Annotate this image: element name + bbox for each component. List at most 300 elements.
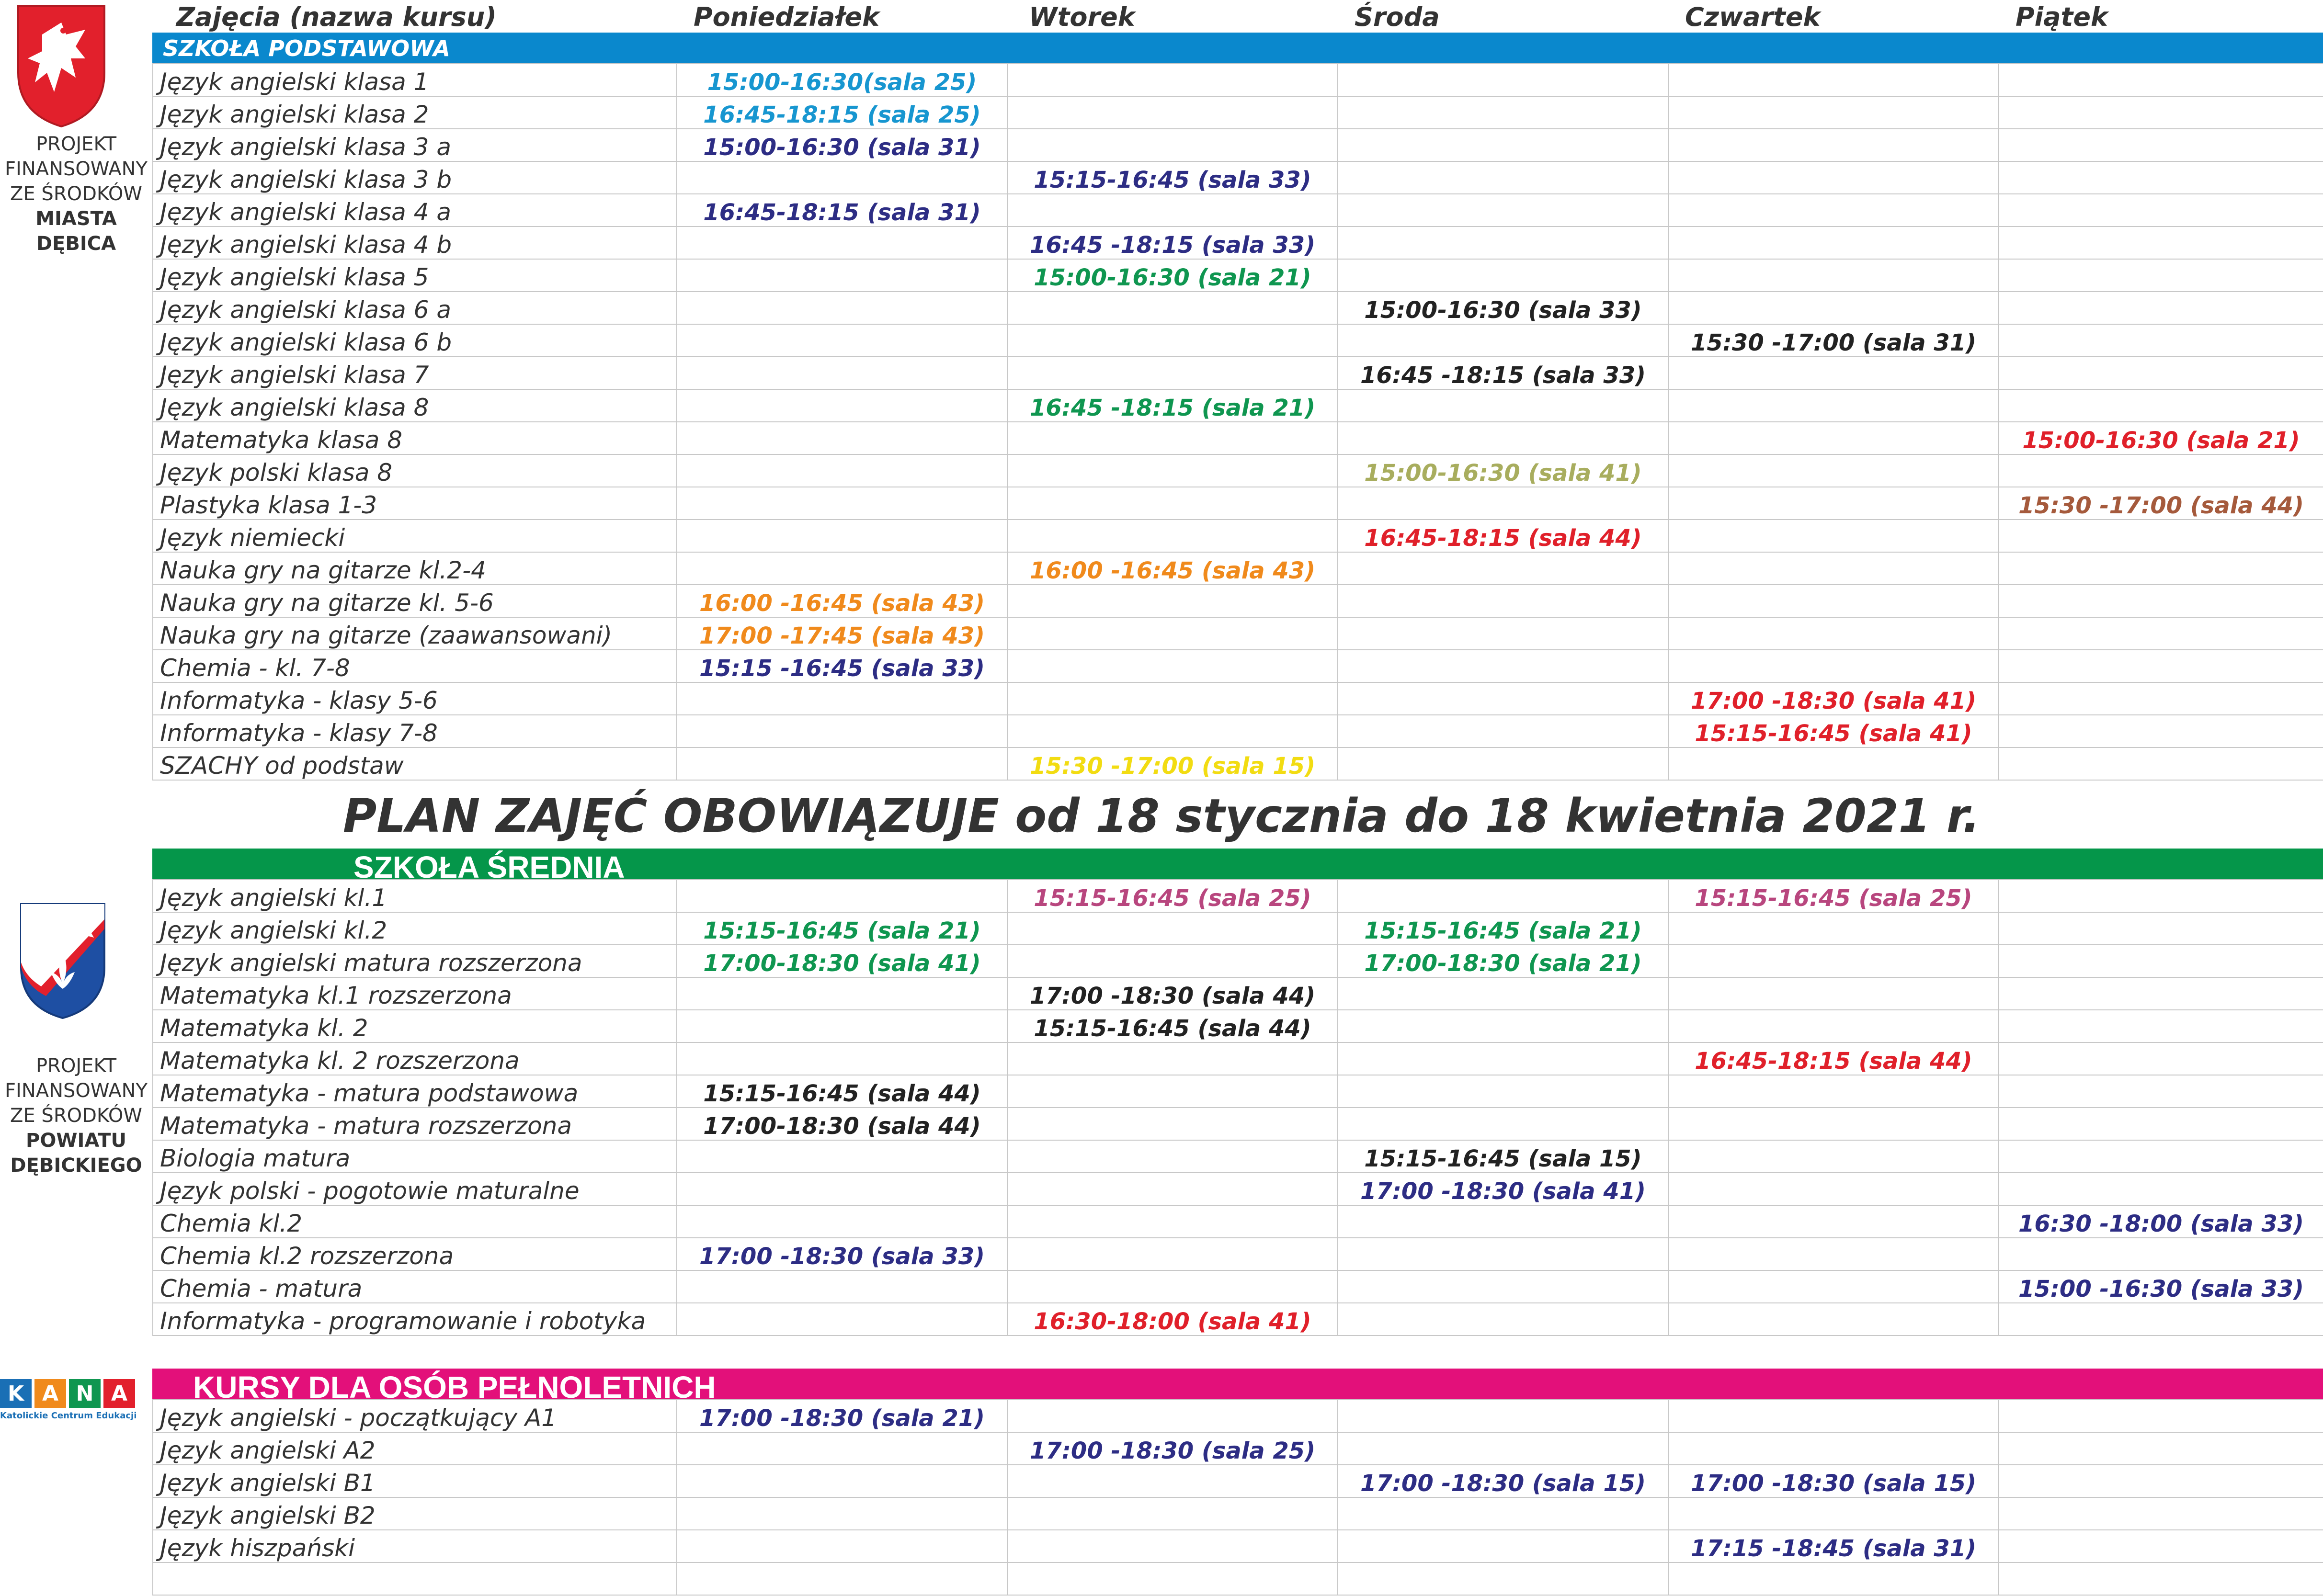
schedule-cell-fri <box>1999 129 2323 161</box>
schedule-cell-mon: 15:15-16:45 (sala 44) <box>677 1075 1007 1108</box>
schedule-cell-mon <box>677 1497 1007 1530</box>
schedule-cell-tue <box>1007 715 1338 747</box>
course-name: Informatyka - programowanie i robotyka <box>153 1303 677 1336</box>
schedule-cell-wed <box>1338 259 1668 292</box>
schedule-cell-tue <box>1007 682 1338 715</box>
schedule-cell-tue <box>1007 454 1338 487</box>
schedule-cell-tue <box>1007 1530 1338 1562</box>
course-name: Biologia matura <box>153 1140 677 1173</box>
schedule-cell-thu <box>1668 259 1999 292</box>
table-row <box>153 1303 2323 1336</box>
table-row <box>153 1465 2323 1497</box>
schedule-cell-tue <box>1007 1497 1338 1530</box>
course-name: Język angielski B1 <box>153 1465 677 1497</box>
course-name: Język angielski klasa 3 a <box>153 129 677 161</box>
kana-letter-a1: A <box>34 1379 66 1408</box>
schedule-cell-mon <box>677 1010 1007 1042</box>
county-sponsor-line4: POWIATU <box>26 1130 126 1152</box>
table-row <box>153 226 2323 259</box>
schedule-cell-mon <box>677 715 1007 747</box>
schedule-cell-wed: 15:00-16:30 (sala 41) <box>1338 454 1668 487</box>
schedule-cell-thu: 17:00 -18:30 (sala 15) <box>1668 1465 1999 1497</box>
section-band-primary <box>152 33 2323 63</box>
schedule-cell-wed <box>1338 1042 1668 1075</box>
schedule-cell-tue <box>1007 945 1338 977</box>
table-row <box>153 1010 2323 1042</box>
schedule-cell-wed <box>1338 650 1668 682</box>
schedule-cell-mon <box>677 226 1007 259</box>
section-title-secondary: SZKOŁA ŚREDNIA <box>353 850 625 884</box>
schedule-cell-tue <box>1007 1238 1338 1270</box>
course-name: Nauka gry na gitarze kl. 5-6 <box>153 585 677 617</box>
course-name: Matematyka - matura podstawowa <box>153 1075 677 1108</box>
schedule-cell-thu <box>1668 1173 1999 1205</box>
table-row <box>153 1205 2323 1238</box>
schedule-cell-fri <box>1999 617 2323 650</box>
city-sponsor-line1: PROJEKT <box>35 133 117 155</box>
schedule-cell-wed <box>1338 194 1668 226</box>
schedule-cell-thu <box>1668 1108 1999 1140</box>
course-name: SZACHY od podstaw <box>153 747 677 780</box>
schedule-cell-thu <box>1668 454 1999 487</box>
schedule-cell-thu <box>1668 1303 1999 1336</box>
schedule-cell-wed <box>1338 1400 1668 1432</box>
schedule-cell-mon <box>677 389 1007 422</box>
schedule-cell-fri <box>1999 1075 2323 1108</box>
col-friday: Piątek <box>2016 2 2108 32</box>
schedule-cell-mon <box>677 1270 1007 1303</box>
county-sponsor-text <box>0 1053 152 1178</box>
schedule-cell-fri <box>1999 747 2323 780</box>
schedule-cell-mon <box>677 1140 1007 1173</box>
schedule-cell-wed: 16:45-18:15 (sala 44) <box>1338 520 1668 552</box>
schedule-cell-fri <box>1999 1303 2323 1336</box>
schedule-cell-wed <box>1338 389 1668 422</box>
schedule-cell-fri: 15:00-16:30 (sala 21) <box>1999 422 2323 454</box>
schedule-cell-mon <box>677 747 1007 780</box>
course-name: Informatyka - klasy 5-6 <box>153 682 677 715</box>
schedule-cell-fri <box>1999 1465 2323 1497</box>
schedule-cell-thu <box>1668 520 1999 552</box>
schedule-cell-tue <box>1007 1173 1338 1205</box>
schedule-cell-mon <box>677 1432 1007 1465</box>
schedule-cell-wed <box>1338 96 1668 129</box>
schedule-cell-wed <box>1338 977 1668 1010</box>
table-row <box>153 96 2323 129</box>
table-row <box>153 324 2323 357</box>
schedule-cell-wed <box>1338 585 1668 617</box>
table-row <box>153 422 2323 454</box>
table-row <box>153 259 2323 292</box>
schedule-cell-thu <box>1668 161 1999 194</box>
schedule-cell-wed <box>1338 1010 1668 1042</box>
table-row <box>153 1042 2323 1075</box>
schedule-cell-wed: 15:15-16:45 (sala 15) <box>1338 1140 1668 1173</box>
schedule-cell-mon <box>677 1042 1007 1075</box>
schedule-cell-tue: 16:45 -18:15 (sala 33) <box>1007 226 1338 259</box>
column-header <box>152 0 2323 32</box>
schedule-cell-thu <box>1668 226 1999 259</box>
course-name: Język angielski B2 <box>153 1497 677 1530</box>
table-row <box>153 945 2323 977</box>
schedule-cell-mon: 15:00-16:30(sala 25) <box>677 64 1007 96</box>
schedule-cell-tue <box>1007 1140 1338 1173</box>
table-row <box>153 617 2323 650</box>
schedule-cell-tue <box>1007 1562 1338 1595</box>
schedule-cell-tue <box>1007 1465 1338 1497</box>
table-row <box>153 1432 2323 1465</box>
schedule-cell-tue <box>1007 1400 1338 1432</box>
schedule-cell-thu <box>1668 129 1999 161</box>
schedule-cell-mon <box>677 1465 1007 1497</box>
course-name: Język angielski klasa 6 a <box>153 292 677 324</box>
schedule-cell-tue <box>1007 912 1338 945</box>
schedule-cell-tue <box>1007 357 1338 389</box>
col-course: Zajęcia (nazwa kursu) <box>176 2 497 32</box>
schedule-cell-wed <box>1338 880 1668 912</box>
schedule-cell-tue: 15:15-16:45 (sala 33) <box>1007 161 1338 194</box>
table-row <box>153 194 2323 226</box>
schedule-cell-fri <box>1999 1432 2323 1465</box>
schedule-cell-mon <box>677 487 1007 520</box>
table-row <box>153 487 2323 520</box>
schedule-cell-wed <box>1338 324 1668 357</box>
table-row <box>153 161 2323 194</box>
table-row <box>153 977 2323 1010</box>
schedule-cell-thu <box>1668 1497 1999 1530</box>
schedule-cell-wed <box>1338 1432 1668 1465</box>
schedule-cell-fri <box>1999 1238 2323 1270</box>
schedule-cell-wed <box>1338 487 1668 520</box>
table-row <box>153 880 2323 912</box>
schedule-cell-thu <box>1668 1010 1999 1042</box>
table-row <box>153 682 2323 715</box>
county-coat-of-arms <box>17 900 108 1022</box>
schedule-cell-fri <box>1999 226 2323 259</box>
kana-letter-k: K <box>0 1379 32 1408</box>
schedule-cell-thu <box>1668 389 1999 422</box>
table-row <box>153 454 2323 487</box>
kana-logo <box>0 1379 137 1421</box>
county-sponsor-line2: FINANSOWANY <box>5 1080 148 1102</box>
schedule-cell-thu <box>1668 357 1999 389</box>
schedule-cell-wed <box>1338 1075 1668 1108</box>
course-name: Matematyka klasa 8 <box>153 422 677 454</box>
schedule-cell-thu: 16:45-18:15 (sala 44) <box>1668 1042 1999 1075</box>
schedule-cell-tue <box>1007 1042 1338 1075</box>
schedule-cell-thu: 17:15 -18:45 (sala 31) <box>1668 1530 1999 1562</box>
schedule-cell-fri <box>1999 1173 2323 1205</box>
schedule-cell-fri: 16:30 -18:00 (sala 33) <box>1999 1205 2323 1238</box>
schedule-cell-tue <box>1007 1108 1338 1140</box>
table-row <box>153 912 2323 945</box>
schedule-cell-wed <box>1338 747 1668 780</box>
schedule-cell-mon <box>677 324 1007 357</box>
table-row <box>153 1270 2323 1303</box>
course-name: Chemia kl.2 <box>153 1205 677 1238</box>
schedule-cell-tue <box>1007 422 1338 454</box>
city-sponsor-line4: MIASTA <box>35 208 117 230</box>
schedule-cell-fri <box>1999 650 2323 682</box>
schedule-cell-wed <box>1338 552 1668 585</box>
schedule-cell-thu <box>1668 552 1999 585</box>
schedule-cell-thu <box>1668 194 1999 226</box>
course-name: Język angielski klasa 7 <box>153 357 677 389</box>
schedule-cell-mon: 16:45-18:15 (sala 31) <box>677 194 1007 226</box>
schedule-cell-thu <box>1668 292 1999 324</box>
schedule-cell-fri: 15:30 -17:00 (sala 44) <box>1999 487 2323 520</box>
schedule-cell-fri <box>1999 1530 2323 1562</box>
kana-letter-a2: A <box>103 1379 135 1408</box>
table-row <box>153 1238 2323 1270</box>
schedule-cell-tue <box>1007 96 1338 129</box>
schedule-cell-thu <box>1668 64 1999 96</box>
schedule-cell-wed <box>1338 226 1668 259</box>
schedule-cell-fri <box>1999 454 2323 487</box>
table-row <box>153 1108 2323 1140</box>
table-row <box>153 747 2323 780</box>
schedule-cell-mon: 15:15 -16:45 (sala 33) <box>677 650 1007 682</box>
course-name: Matematyka kl.1 rozszerzona <box>153 977 677 1010</box>
schedule-cell-tue: 16:00 -16:45 (sala 43) <box>1007 552 1338 585</box>
course-name: Język angielski klasa 6 b <box>153 324 677 357</box>
course-name: Język angielski klasa 8 <box>153 389 677 422</box>
course-name: Język angielski kl.2 <box>153 912 677 945</box>
section-title-adult: KURSY DLA OSÓB PEŁNOLETNICH <box>193 1370 716 1404</box>
plan-validity-title: PLAN ZAJĘĆ OBOWIĄZUJE od 18 stycznia do 18 kwietnia 2021 r. <box>343 789 1980 843</box>
schedule-cell-thu <box>1668 747 1999 780</box>
schedule-cell-thu <box>1668 1400 1999 1432</box>
schedule-cell-tue <box>1007 1205 1338 1238</box>
schedule-cell-tue <box>1007 129 1338 161</box>
table-row <box>153 1497 2323 1530</box>
course-name: Matematyka kl. 2 rozszerzona <box>153 1042 677 1075</box>
schedule-cell-fri <box>1999 389 2323 422</box>
schedule-cell-fri <box>1999 945 2323 977</box>
schedule-cell-mon: 15:00-16:30 (sala 31) <box>677 129 1007 161</box>
schedule-cell-mon <box>677 1562 1007 1595</box>
county-sponsor-line1: PROJEKT <box>35 1055 117 1077</box>
schedule-cell-thu <box>1668 1270 1999 1303</box>
table-row <box>153 64 2323 96</box>
table-row <box>153 552 2323 585</box>
schedule-cell-thu <box>1668 1562 1999 1595</box>
schedule-cell-wed <box>1338 64 1668 96</box>
schedule-cell-thu <box>1668 487 1999 520</box>
schedule-cell-wed <box>1338 161 1668 194</box>
schedule-cell-thu <box>1668 1432 1999 1465</box>
schedule-cell-wed: 17:00 -18:30 (sala 15) <box>1338 1465 1668 1497</box>
schedule-cell-mon <box>677 552 1007 585</box>
course-name: Nauka gry na gitarze (zaawansowani) <box>153 617 677 650</box>
schedule-cell-tue: 15:15-16:45 (sala 44) <box>1007 1010 1338 1042</box>
schedule-cell-mon <box>677 1530 1007 1562</box>
schedule-cell-fri <box>1999 880 2323 912</box>
schedule-cell-wed <box>1338 129 1668 161</box>
table-row <box>153 1075 2323 1108</box>
schedule-cell-wed <box>1338 1303 1668 1336</box>
schedule-cell-fri <box>1999 324 2323 357</box>
schedule-cell-mon: 16:45-18:15 (sala 25) <box>677 96 1007 129</box>
course-name: Język angielski kl.1 <box>153 880 677 912</box>
course-name: Język angielski - początkujący A1 <box>153 1400 677 1432</box>
table-row <box>153 715 2323 747</box>
city-sponsor-text <box>0 132 152 256</box>
schedule-cell-wed <box>1338 1497 1668 1530</box>
schedule-cell-mon <box>677 357 1007 389</box>
table-row <box>153 357 2323 389</box>
schedule-cell-wed <box>1338 1205 1668 1238</box>
schedule-cell-thu <box>1668 422 1999 454</box>
course-name: Język polski klasa 8 <box>153 454 677 487</box>
schedule-cell-fri <box>1999 1042 2323 1075</box>
schedule-cell-wed: 17:00 -18:30 (sala 41) <box>1338 1173 1668 1205</box>
course-name: Język angielski klasa 1 <box>153 64 677 96</box>
schedule-cell-thu <box>1668 945 1999 977</box>
kana-subtitle: Katolickie Centrum Edukacji <box>0 1411 137 1421</box>
table-row <box>153 585 2323 617</box>
schedule-cell-fri <box>1999 912 2323 945</box>
schedule-cell-fri <box>1999 1400 2323 1432</box>
course-name: Język angielski klasa 2 <box>153 96 677 129</box>
schedule-cell-mon <box>677 1303 1007 1336</box>
schedule-cell-wed <box>1338 1530 1668 1562</box>
schedule-cell-fri <box>1999 194 2323 226</box>
city-sponsor-line5: DĘBICA <box>36 233 116 255</box>
course-name: Chemia kl.2 rozszerzona <box>153 1238 677 1270</box>
schedule-cell-thu <box>1668 1205 1999 1238</box>
schedule-cell-mon: 17:00-18:30 (sala 41) <box>677 945 1007 977</box>
course-name: Nauka gry na gitarze kl.2-4 <box>153 552 677 585</box>
schedule-cell-mon: 17:00 -18:30 (sala 21) <box>677 1400 1007 1432</box>
course-name: Matematyka - matura rozszerzona <box>153 1108 677 1140</box>
schedule-cell-tue: 15:00-16:30 (sala 21) <box>1007 259 1338 292</box>
table-row <box>153 1400 2323 1432</box>
schedule-cell-thu: 15:15-16:45 (sala 25) <box>1668 880 1999 912</box>
course-name: Matematyka kl. 2 <box>153 1010 677 1042</box>
course-name: Język angielski A2 <box>153 1432 677 1465</box>
schedule-cell-tue: 17:00 -18:30 (sala 44) <box>1007 977 1338 1010</box>
table-row <box>153 1530 2323 1562</box>
col-tuesday: Wtorek <box>1029 2 1135 32</box>
schedule-cell-fri <box>1999 520 2323 552</box>
kana-letter-n: N <box>69 1379 101 1408</box>
schedule-cell-mon: 17:00 -18:30 (sala 33) <box>677 1238 1007 1270</box>
city-sponsor-line3: ZE ŚRODKÓW <box>10 183 142 205</box>
schedule-cell-tue <box>1007 650 1338 682</box>
schedule-cell-tue <box>1007 617 1338 650</box>
schedule-cell-wed: 15:00-16:30 (sala 33) <box>1338 292 1668 324</box>
course-name: Język angielski klasa 3 b <box>153 161 677 194</box>
schedule-cell-fri <box>1999 552 2323 585</box>
table-row <box>153 1140 2323 1173</box>
schedule-cell-mon <box>677 1205 1007 1238</box>
schedule-cell-mon: 15:15-16:45 (sala 21) <box>677 912 1007 945</box>
col-thursday: Czwartek <box>1685 2 1821 32</box>
schedule-cell-fri <box>1999 64 2323 96</box>
schedule-cell-mon <box>677 880 1007 912</box>
schedule-cell-thu <box>1668 912 1999 945</box>
schedule-cell-tue <box>1007 1270 1338 1303</box>
schedule-cell-mon: 17:00 -17:45 (sala 43) <box>677 617 1007 650</box>
course-name: Język angielski klasa 4 b <box>153 226 677 259</box>
schedule-cell-wed <box>1338 1238 1668 1270</box>
schedule-cell-fri <box>1999 1140 2323 1173</box>
schedule-cell-fri: 15:00 -16:30 (sala 33) <box>1999 1270 2323 1303</box>
schedule-cell-tue: 15:30 -17:00 (sala 15) <box>1007 747 1338 780</box>
county-coat-of-arms-icon <box>17 900 108 1020</box>
schedule-cell-tue <box>1007 292 1338 324</box>
schedule-cell-mon <box>677 977 1007 1010</box>
schedule-cell-mon <box>677 454 1007 487</box>
schedule-cell-fri <box>1999 1562 2323 1595</box>
schedule-cell-tue <box>1007 324 1338 357</box>
kana-logo-icon <box>0 1379 137 1408</box>
schedule-table-secondary <box>152 879 2323 1336</box>
schedule-cell-fri <box>1999 357 2323 389</box>
schedule-cell-tue <box>1007 487 1338 520</box>
schedule-cell-fri <box>1999 585 2323 617</box>
schedule-cell-fri <box>1999 715 2323 747</box>
schedule-cell-wed: 17:00-18:30 (sala 21) <box>1338 945 1668 977</box>
schedule-cell-thu <box>1668 96 1999 129</box>
schedule-cell-wed <box>1338 1108 1668 1140</box>
schedule-cell-thu <box>1668 585 1999 617</box>
course-name: Informatyka - klasy 7-8 <box>153 715 677 747</box>
table-row <box>153 1173 2323 1205</box>
table-row <box>153 129 2323 161</box>
schedule-cell-mon <box>677 259 1007 292</box>
schedule-cell-tue <box>1007 1075 1338 1108</box>
schedule-cell-wed <box>1338 617 1668 650</box>
schedule-cell-tue <box>1007 64 1338 96</box>
course-name: Język hiszpański <box>153 1530 677 1562</box>
schedule-cell-wed: 15:15-16:45 (sala 21) <box>1338 912 1668 945</box>
schedule-cell-wed <box>1338 422 1668 454</box>
schedule-cell-mon <box>677 682 1007 715</box>
section-band-secondary <box>152 849 2323 884</box>
table-row <box>153 1562 2323 1595</box>
city-coat-of-arms <box>13 1 109 130</box>
schedule-table-adult <box>152 1399 2323 1596</box>
course-name <box>153 1562 677 1595</box>
course-name: Język niemiecki <box>153 520 677 552</box>
table-row <box>153 389 2323 422</box>
county-sponsor-line5: DĘBICKIEGO <box>10 1155 142 1177</box>
schedule-cell-mon: 16:00 -16:45 (sala 43) <box>677 585 1007 617</box>
schedule-cell-fri <box>1999 161 2323 194</box>
city-sponsor-line2: FINANSOWANY <box>5 158 148 180</box>
schedule-cell-mon <box>677 422 1007 454</box>
schedule-cell-thu: 17:00 -18:30 (sala 41) <box>1668 682 1999 715</box>
schedule-cell-tue <box>1007 194 1338 226</box>
schedule-cell-mon <box>677 520 1007 552</box>
table-row <box>153 292 2323 324</box>
schedule-cell-fri <box>1999 292 2323 324</box>
schedule-cell-wed <box>1338 1270 1668 1303</box>
city-coat-of-arms-icon <box>13 1 109 128</box>
schedule-cell-tue: 16:30-18:00 (sala 41) <box>1007 1303 1338 1336</box>
schedule-cell-thu <box>1668 1140 1999 1173</box>
schedule-cell-thu: 15:15-16:45 (sala 41) <box>1668 715 1999 747</box>
schedule-cell-mon <box>677 1173 1007 1205</box>
schedule-cell-mon <box>677 161 1007 194</box>
schedule-cell-thu <box>1668 977 1999 1010</box>
course-name: Plastyka klasa 1-3 <box>153 487 677 520</box>
schedule-cell-wed <box>1338 1562 1668 1595</box>
schedule-cell-thu <box>1668 650 1999 682</box>
schedule-cell-wed: 16:45 -18:15 (sala 33) <box>1338 357 1668 389</box>
